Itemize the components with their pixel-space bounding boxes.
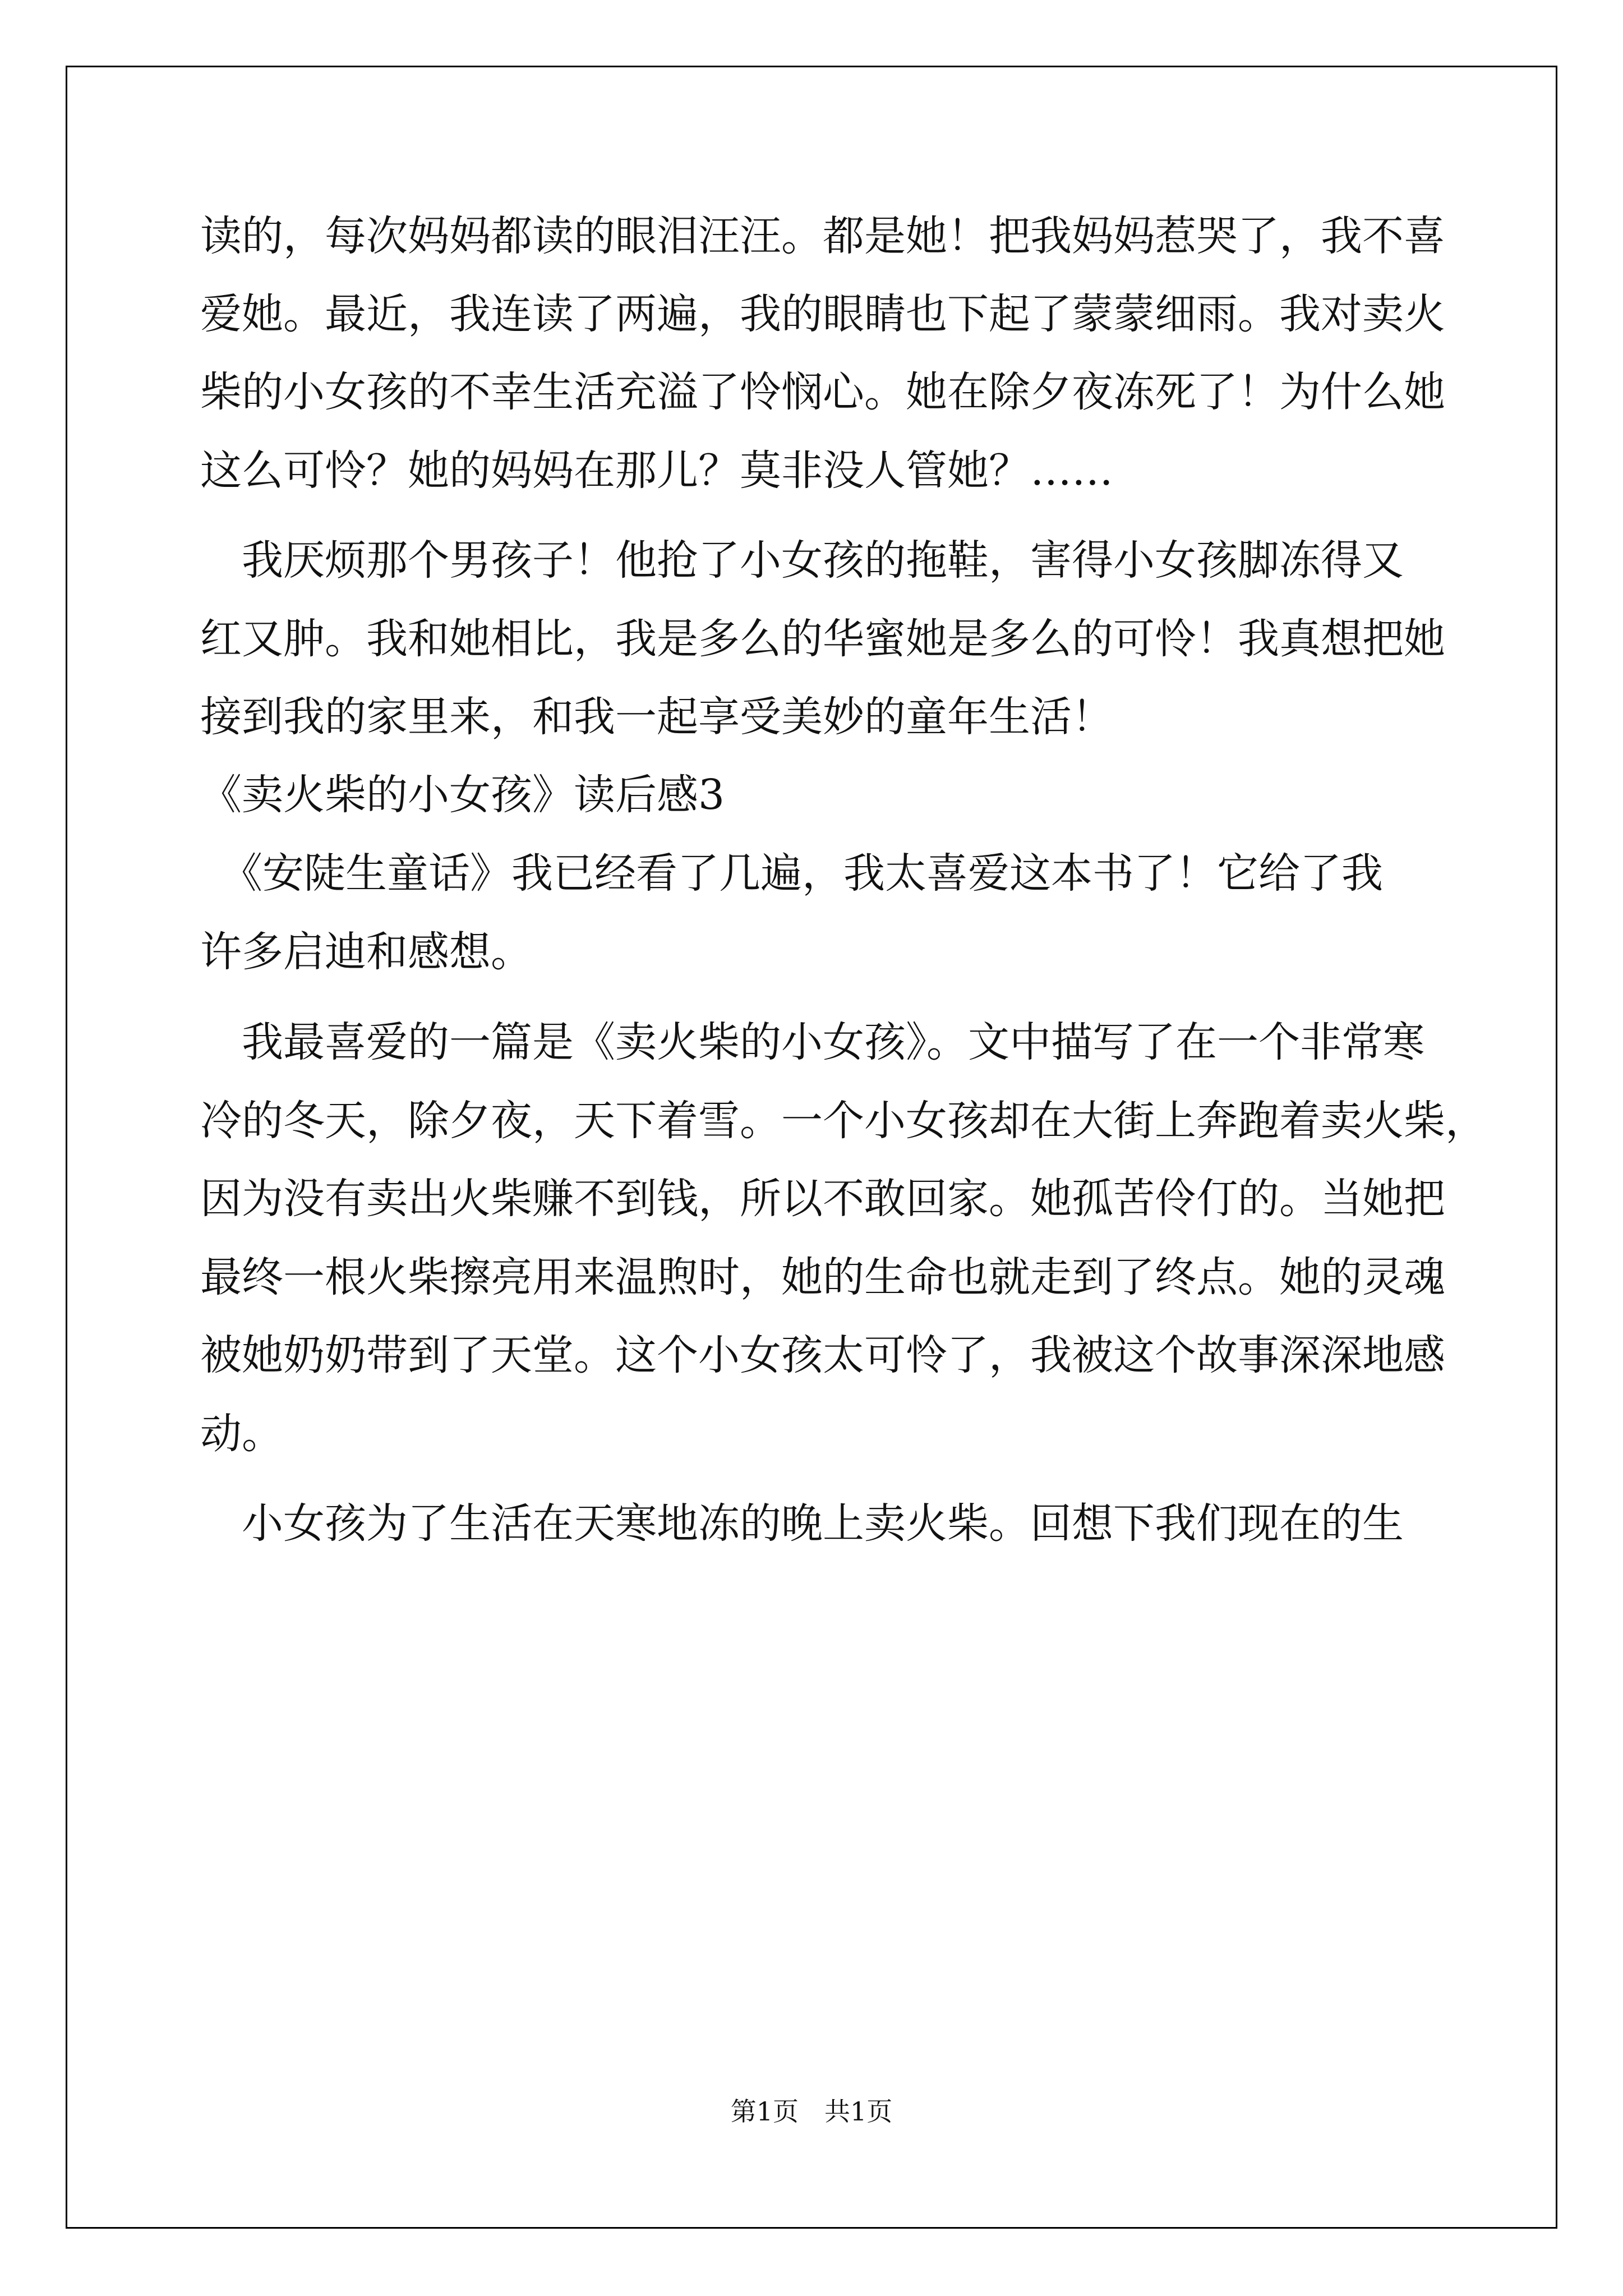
text-line: 柴的小女孩的不幸生活充溢了怜悯心。她在除夕夜冻死了！为什么她 (200, 368, 1445, 416)
text-line: 红又肿。我和她相比，我是多么的华蜜她是多么的可怜！我真想把她 (200, 615, 1445, 663)
text-line: 读的，每次妈妈都读的眼泪汪汪。都是她！把我妈妈惹哭了，我不喜 (200, 212, 1445, 260)
text-line: 许多启迪和感想。 (200, 928, 532, 976)
text-line: 我最喜爱的一篇是《卖火柴的小女孩》。文中描写了在一个非常寒 (200, 1018, 1424, 1066)
text-line: 冷的冬天，除夕夜，天下着雪。一个小女孩却在大街上奔跑着卖火柴， (200, 1097, 1487, 1145)
text-line: 我厌烦那个男孩子！他抢了小女孩的拖鞋，害得小女孩脚冻得又 (200, 536, 1404, 585)
text-line: 小女孩为了生活在天寒地冻的晚上卖火柴。回想下我们现在的生 (200, 1499, 1404, 1548)
text-line: 爱她。最近，我连读了两遍，我的眼睛也下起了蒙蒙细雨。我对卖火 (200, 290, 1445, 338)
text-line: 因为没有卖出火柴赚不到钱，所以不敢回家。她孤苦伶仃的。当她把 (200, 1175, 1445, 1223)
text-line: 这么可怜？她的妈妈在那儿？莫非没人管她？…… (200, 447, 1113, 495)
text-line: 被她奶奶带到了天堂。这个小女孩太可怜了，我被这个故事深深地感 (200, 1331, 1445, 1379)
section-heading: 《卖火柴的小女孩》读后感3 (200, 771, 725, 819)
page-number-footer: 第1页 共1页 (730, 2096, 893, 2127)
text-line: 动。 (200, 1410, 283, 1458)
text-line: 接到我的家里来，和我一起享受美妙的童年生活！ (200, 693, 1113, 741)
text-line: 《安陡生童话》我已经看了几遍，我太喜爱这本书了！它给了我 (200, 849, 1383, 898)
text-line: 最终一根火柴擦亮用来温煦时，她的生命也就走到了终点。她的灵魂 (200, 1253, 1445, 1301)
